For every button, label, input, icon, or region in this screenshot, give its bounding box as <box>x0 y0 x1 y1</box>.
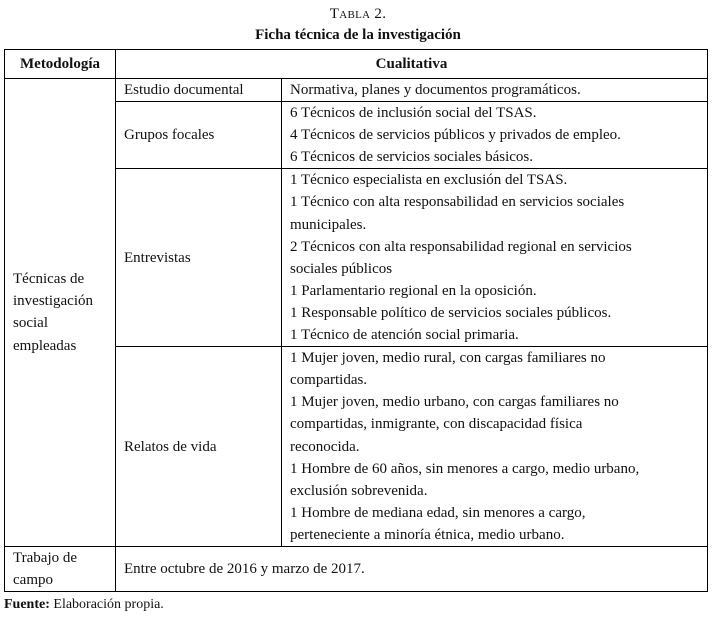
detail-line: exclusión sobrevenida. <box>290 482 428 499</box>
detail-line: 1 Mujer joven, medio urbano, con cargas familiares no <box>290 394 619 411</box>
table-row <box>5 546 708 591</box>
detail-line: sociales públicos <box>290 260 393 277</box>
fieldwork-label <box>5 546 116 591</box>
table-caption-label: Tabla 2. <box>329 6 387 22</box>
section-label-line: investigación <box>13 293 93 310</box>
technique-estudio-documental: Estudio documental <box>116 79 282 102</box>
technique-details <box>282 347 708 547</box>
table-caption-title: Ficha técnica de la investigación <box>255 27 461 43</box>
detail-line: 1 Responsable político de servicios sociales públicos. <box>290 304 612 321</box>
detail-line: 4 Técnicos de servicios públicos y privados de empleo. <box>290 127 621 144</box>
section-label-line: empleadas <box>13 337 77 354</box>
detail-line: 1 Hombre de mediana edad, sin menores a cargo, <box>290 504 586 521</box>
source-footnote <box>4 596 164 614</box>
fieldwork-label-line: campo <box>13 572 53 589</box>
detail-line: compartidas, inmigrante, con discapacidad física <box>290 416 583 433</box>
table-row <box>5 79 708 102</box>
detail-line: 1 Hombre de 60 años, sin menores a cargo, medio urbano, <box>290 460 640 477</box>
detail-line: 1 Técnico especialista en exclusión del TSAS. <box>290 172 568 189</box>
detail-line: 1 Mujer joven, medio rural, con cargas familiares no <box>290 350 606 367</box>
detail-line: reconocida. <box>290 438 360 455</box>
source-label: Fuente: <box>4 597 50 612</box>
technique-details <box>282 169 708 347</box>
source-text: Elaboración propia. <box>49 597 164 612</box>
detail-line: municipales. <box>290 216 367 233</box>
technique-details <box>282 79 708 102</box>
technique-details <box>282 102 708 169</box>
detail-line: perteneciente a minoría étnica, medio urbano. <box>290 526 565 543</box>
detail-line: Normativa, planes y documentos programáticos. <box>290 82 581 98</box>
detail-line: 1 Técnico con alta responsabilidad en servicios sociales <box>290 194 625 211</box>
section-label-line: Técnicas de <box>13 271 85 288</box>
fieldwork-value: Entre octubre de 2016 y marzo de 2017. <box>116 546 708 591</box>
detail-line: 1 Parlamentario regional en la oposición. <box>290 282 537 299</box>
detail-line: compartidas. <box>290 372 368 389</box>
detail-line: 6 Técnicos de inclusión social del TSAS. <box>290 105 537 122</box>
table-header-row <box>5 50 708 79</box>
fieldwork-label-line: Trabajo de <box>13 549 78 566</box>
header-metodologia: Metodología <box>5 50 116 79</box>
detail-line: 1 Técnico de atención social primaria. <box>290 327 519 344</box>
technique-entrevistas: Entrevistas <box>116 169 282 347</box>
methodology-table <box>4 49 708 592</box>
section-label-tecnicas <box>5 79 116 547</box>
detail-line: 6 Técnicos de servicios sociales básicos. <box>290 149 533 166</box>
header-cualitativa: Cualitativa <box>116 50 708 79</box>
section-label-line: social <box>13 315 48 332</box>
detail-line: 2 Técnicos con alta responsabilidad regional en servicios <box>290 238 632 255</box>
technique-relatos-de-vida: Relatos de vida <box>116 347 282 547</box>
technique-grupos-focales: Grupos focales <box>116 102 282 169</box>
